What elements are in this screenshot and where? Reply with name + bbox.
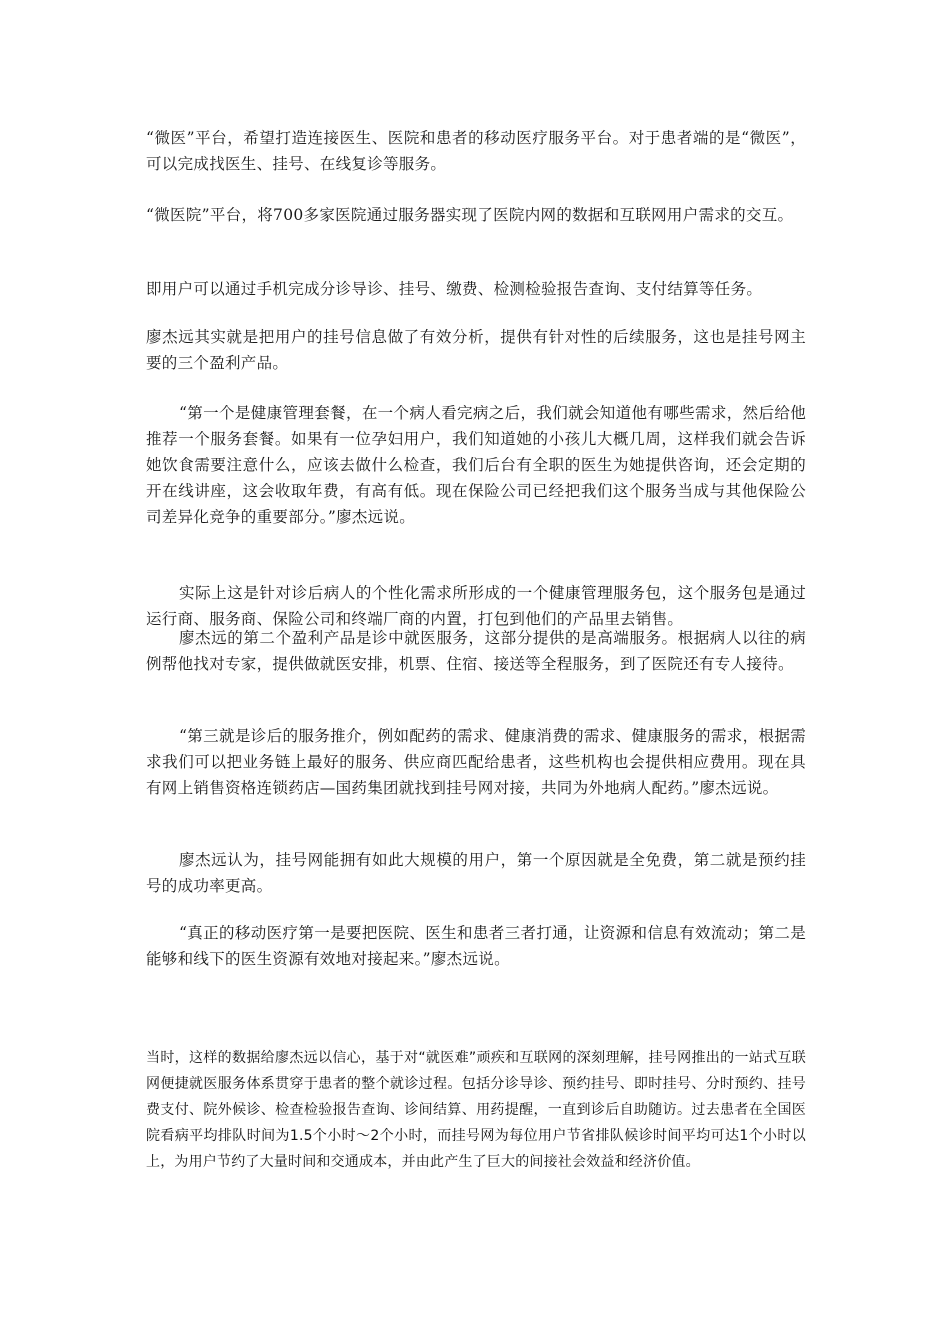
paragraph-three-products: 廖杰远其实就是把用户的挂号信息做了有效分析，提供有针对性的后续服务，这也是挂号网主要的三个盈利产品。 [146, 328, 806, 372]
paragraph-weiyi-platform: “微医”平台，希望打造连接医生、医院和患者的移动医疗服务平台。对于患者端的是“微医”，可以完成找医生、挂号、在线复诊等服务。 [146, 129, 806, 173]
paragraph-weiyiyuan-platform: “微医院”平台，将700多家医院通过服务器实现了医院内网的数据和互联网用户需求的交互。 [146, 206, 794, 224]
paragraph-mobile-tasks: 即用户可以通过手机完成分诊导诊、挂号、缴费、检测检验报告查询、支付结算等任务。 [146, 280, 763, 298]
paragraph-health-package-quote: “第一个是健康管理套餐，在一个病人看完病之后，我们就会知道他有哪些需求，然后给他推荐一个服务套餐。如果有一位孕妇用户，我们知道她的小孩儿大概几周，这样我们就会告诉她饮食需要注意什么，应该去做什么检查，我们后台有全职的医生为她提供咨询，还会定期的开在线讲座，这会收取年费，有高有低。现在保险公司已经把我们这个服务当成与其他保险公司差异化竞争的重要部分。”廖杰远说。 [146, 404, 806, 526]
paragraph-third-product-quote: “第三就是诊后的服务推介，例如配药的需求、健康消费的需求、健康服务的需求，根据需求我们可以把业务链上最好的服务、供应商匹配给患者，这些机构也会提供相应费用。现在具有网上销售资格连锁药店—国药集团就找到挂号网对接，共同为外地病人配药。”廖杰远说。 [146, 727, 806, 797]
paragraph-health-service-bundle: 实际上这是针对诊后病人的个性化需求所形成的一个健康管理服务包，这个服务包是通过运行商、服务商、保险公司和终端厂商的内置，打包到他们的产品里去销售。 [146, 584, 806, 628]
paragraph-true-mobile-medical-quote: “真正的移动医疗第一是要把医院、医生和患者三者打通，让资源和信息有效流动；第二是能够和线下的医生资源有效地对接起来。”廖杰远说。 [146, 924, 806, 968]
paragraph-one-stop-service: 当时，这样的数据给廖杰远以信心，基于对“就医难”顽疾和互联网的深刻理解，挂号网推出的一站式互联网便捷就医服务体系贯穿于患者的整个就诊过程。包括分诊导诊、预约挂号、即时挂号、分时预约、挂号费支付、院外候诊、检查检验报告查询、诊间结算、用药提醒，一直到诊后自助随访。过去患者在全国医院看病平均排队时间为1.5个小时～2个小时，而挂号网为每位用户节省排队候诊时间平均可达1个小时以上，为用户节约了大量时间和交通成本，并由此产生了巨大的间接社会效益和经济价值。 [146, 1050, 806, 1170]
paragraph-second-product: 廖杰远的第二个盈利产品是诊中就医服务，这部分提供的是高端服务。根据病人以往的病例帮他找对专家，提供做就医安排，机票、住宿、接送等全程服务，到了医院还有专人接待。 [146, 629, 806, 673]
paragraph-user-reasons: 廖杰远认为，挂号网能拥有如此大规模的用户，第一个原因就是全免费，第二就是预约挂号的成功率更高。 [146, 851, 806, 895]
